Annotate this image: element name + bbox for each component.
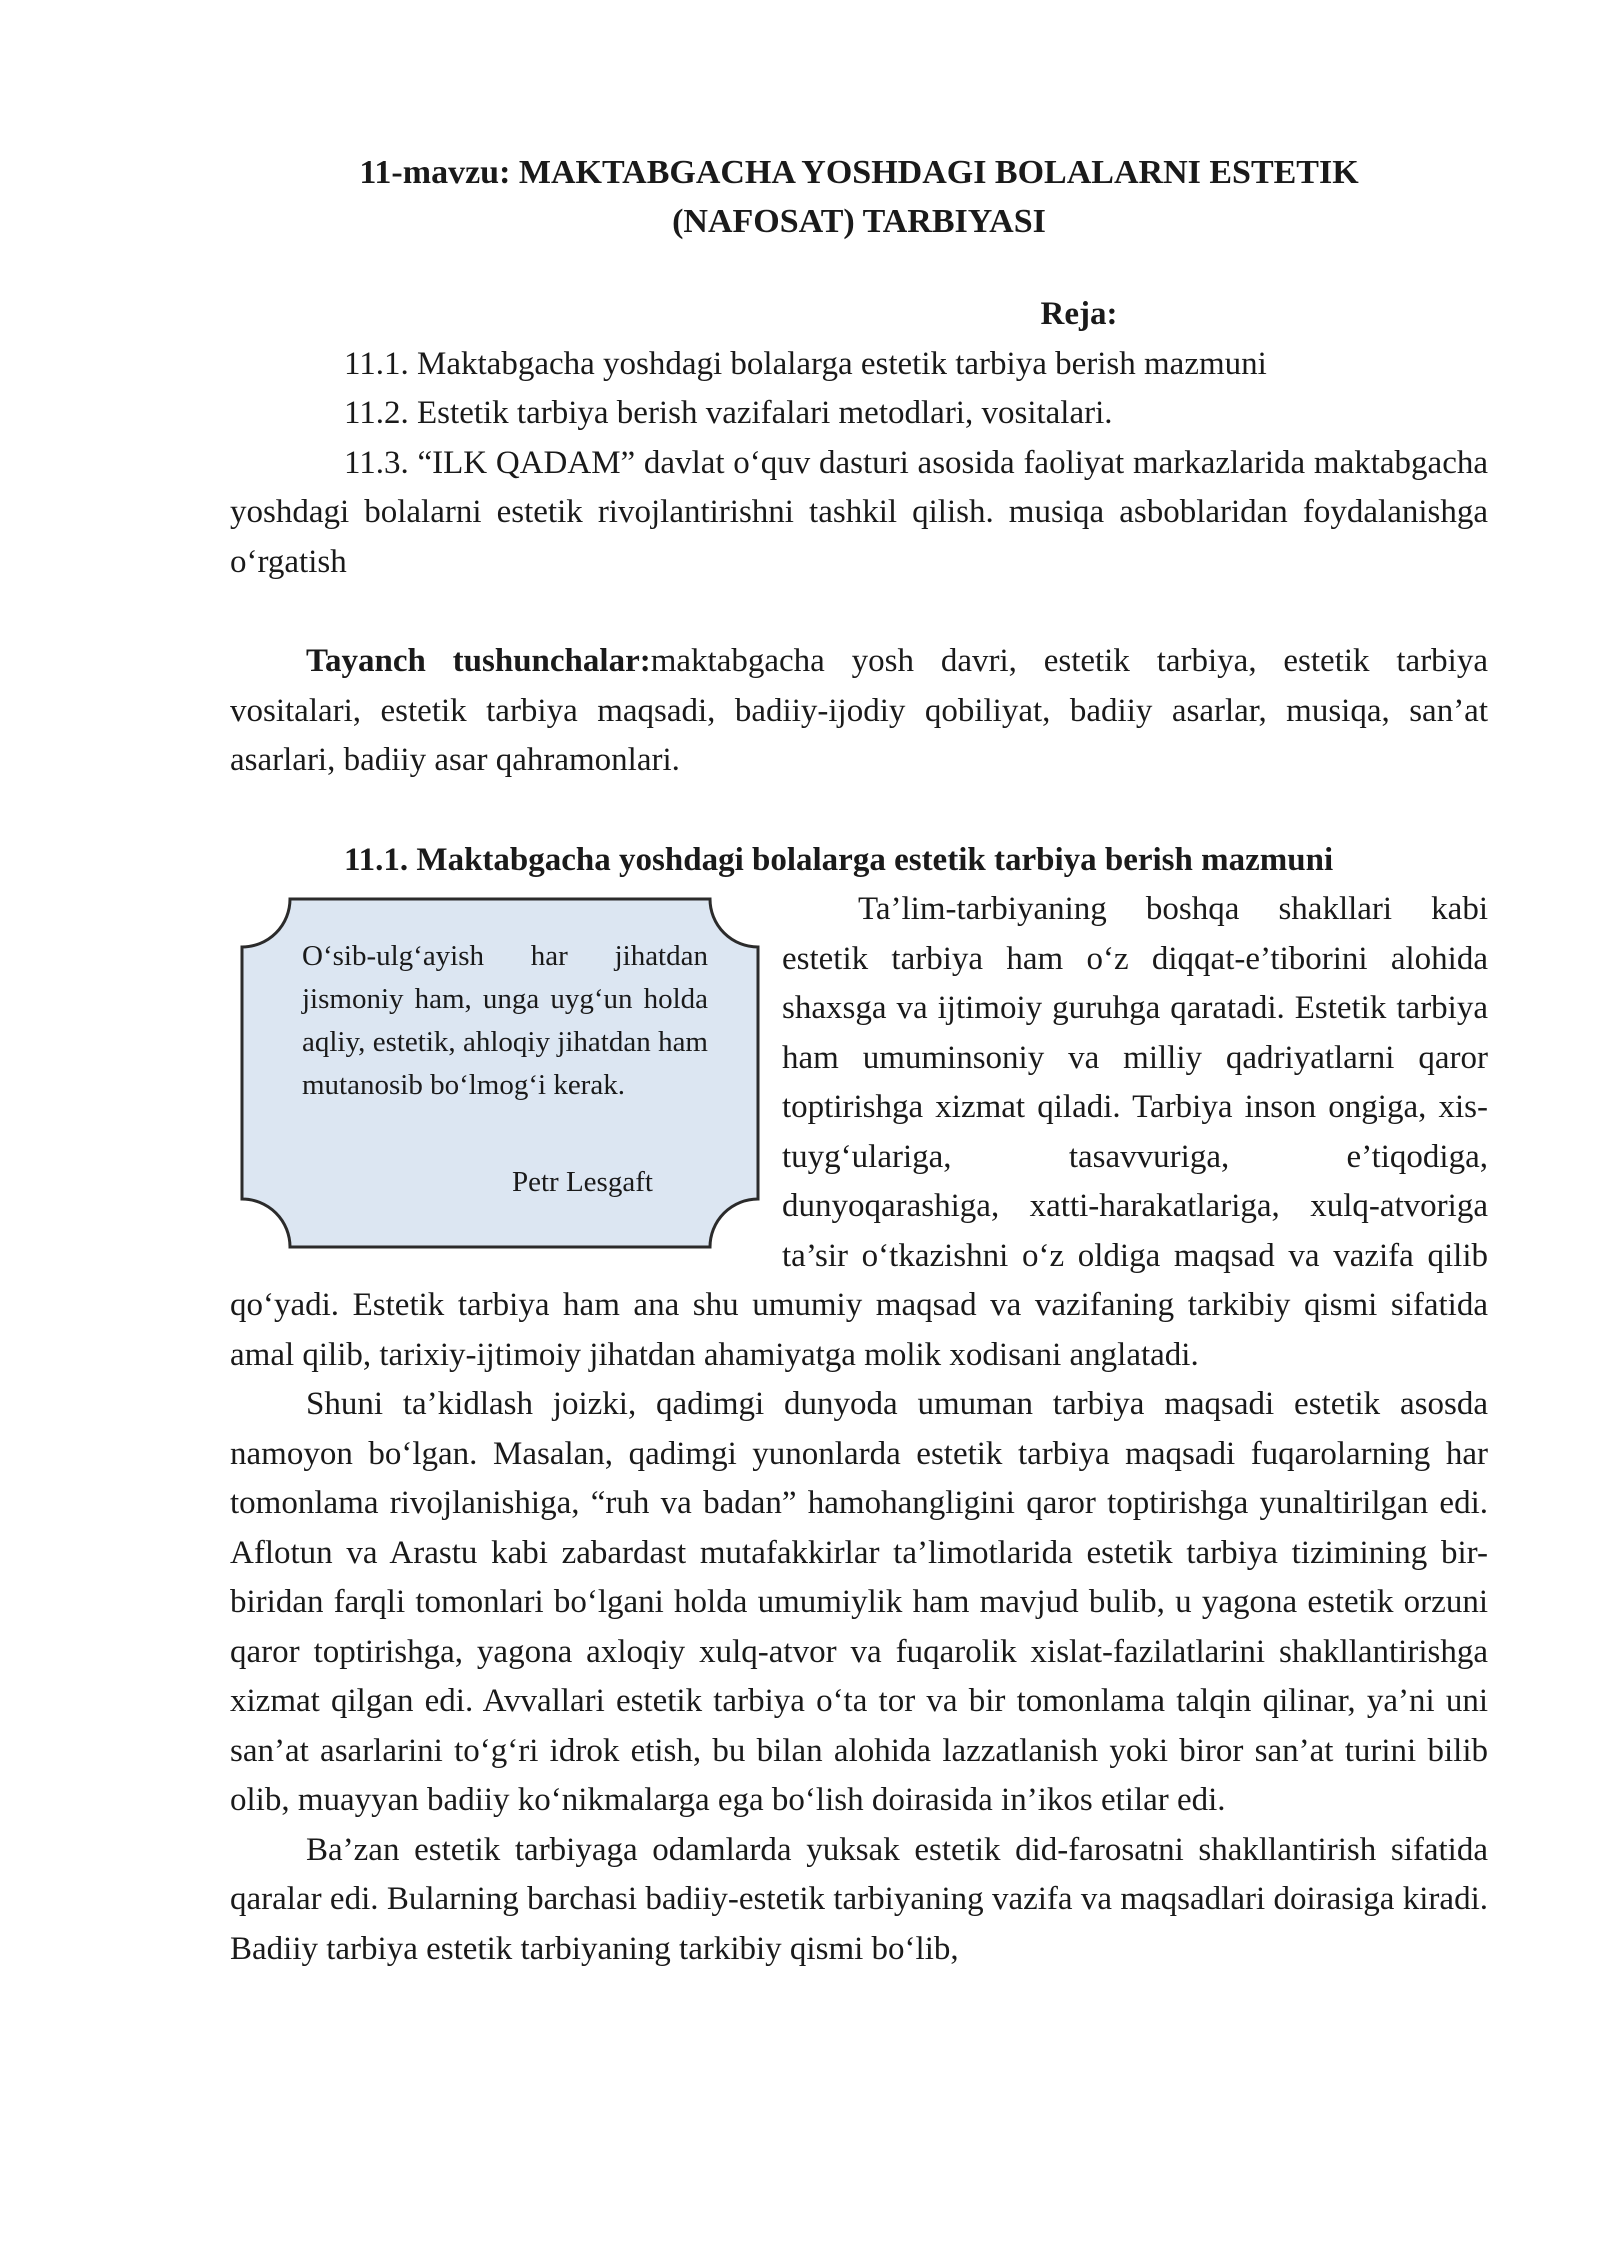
section-heading: 11.1. Maktabgacha yoshdagi bolalarga estetik tarbiya berish mazmuni xyxy=(344,841,1334,878)
key-terms xyxy=(230,637,1488,786)
page-content xyxy=(230,148,1488,1974)
paragraph-3: Ba’zan estetik tarbiyaga odamlarda yuksak estetik did-farosatni shakllantirish sifatida qaralar edi. Bularning barchasi badiiy-estetik tarbiyaning vazifa va maqsadlari doirasiga kiradi. Badiiy tarbiya estetik tarbiyaning tarkibiy qismi bo‘lib, xyxy=(230,1831,1488,1967)
key-terms-text: maktabgacha yosh davri, estetik tarbiya, estetik tarbiya vositalari, estetik tarbiya maqsadi, badiiy-ijodiy qobiliyat, badiiy asarlar, musiqa, san’at asarlari, badiiy asar qahramonlari. xyxy=(230,643,1488,778)
paragraph-2: Shuni ta’kidlash joizki, qadimgi dunyoda umuman tarbiya maqsadi estetik asosda namoyon bo‘lgan. Masalan, qadimgi yunonlarda estetik tarbiya maqsadi fuqarolarning har tomonlama rivojlanishiga, “ruh va badan” hamohangligini qaror toptirishga yunaltirilgan edi. Aflotun va Arastu kabi zabardast mutafakkirlar ta’limotlarida estetik tarbiya tizimining bir-biridan farqli tomonlari bo‘lgani holda umumiylik ham mavjud bulib, u yagona estetik orzuni qaror toptirishga, yagona axloqiy xulq-atvor va fuqarolik xislat-fazilatlarini shakllantirishga xizmat qilgan edi. Avvallari estetik tarbiya o‘ta tor va bir tomonlama talqin qilinar, ya’ni uni san’at asarlarini to‘g‘ri idrok etish, bu bilan alohida lazzatlanish yoki biror san’at turini bilib olib, muayyan badiiy ko‘nikmalarga ega bo‘lish doirasida in’ikos etilar edi. xyxy=(230,1386,1488,1818)
section-body xyxy=(230,885,1488,1974)
plan-item-3: 11.3. “ILK QADAM” davlat o‘quv dasturi asosida faoliyat markazlarida maktabgacha yoshdagi bolalarni estetik rivojlantirishni tashkil qilish. musiqa asboblaridan foydalanishga o‘rgatish xyxy=(230,444,1488,580)
key-terms-label: Tayanch tushunchalar: xyxy=(306,643,651,679)
plan-list xyxy=(230,340,1488,588)
quote-box xyxy=(230,885,770,1257)
title-line-2: (NAFOSAT) TARBIYASI xyxy=(672,203,1046,240)
plan-heading: Reja: xyxy=(1040,296,1118,332)
page-title xyxy=(230,148,1488,246)
quote-text: O‘sib-ulg‘ayish har jihatdan jismoniy ham, unga uyg‘un holda aqliy, estetik, ahloqiy jihatdan ham mutanosib bo‘lmog‘i kerak. xyxy=(302,940,708,1101)
quote-author: Petr Lesgaft xyxy=(512,1166,653,1198)
title-line-1: 11-mavzu: MAKTABGACHA YOSHDAGI BOLALARNI ESTETIK xyxy=(359,154,1359,191)
paragraph-1-text: Ta’lim-tarbiyaning boshqa shakllari kabi estetik tarbiya ham o‘z diqqat-e’tiborini alohida shaxsga va ijtimoiy guruhga qaratadi. Estetik tarbiya ham umuminsoniy va milliy qadriyatlarni qaror toptirishga xizmat qiladi. Tarbiya inson ongiga, xis-tuyg‘ulariga, tasavvuriga, e’tiqodiga, dunyoqarashiga, xatti-harakatlariga, xulq-atvoriga ta’sir o‘tkazishni o‘z oldiga maqsad va vazifa qilib qo‘yadi. Estetik tarbiya ham ana shu umumiy maqsad va vazifaning tarkibiy qismi sifatida amal qilib, tarixiy-ijtimoiy jihatdan ahamiyatga molik xodisani anglatadi. xyxy=(230,891,1488,1373)
plan-item-1: 11.1. Maktabgacha yoshdagi bolalarga estetik tarbiya berish mazmuni xyxy=(344,345,1267,382)
plan-item-2: 11.2. Estetik tarbiya berish vazifalari metodlari, vositalari. xyxy=(344,395,1113,431)
